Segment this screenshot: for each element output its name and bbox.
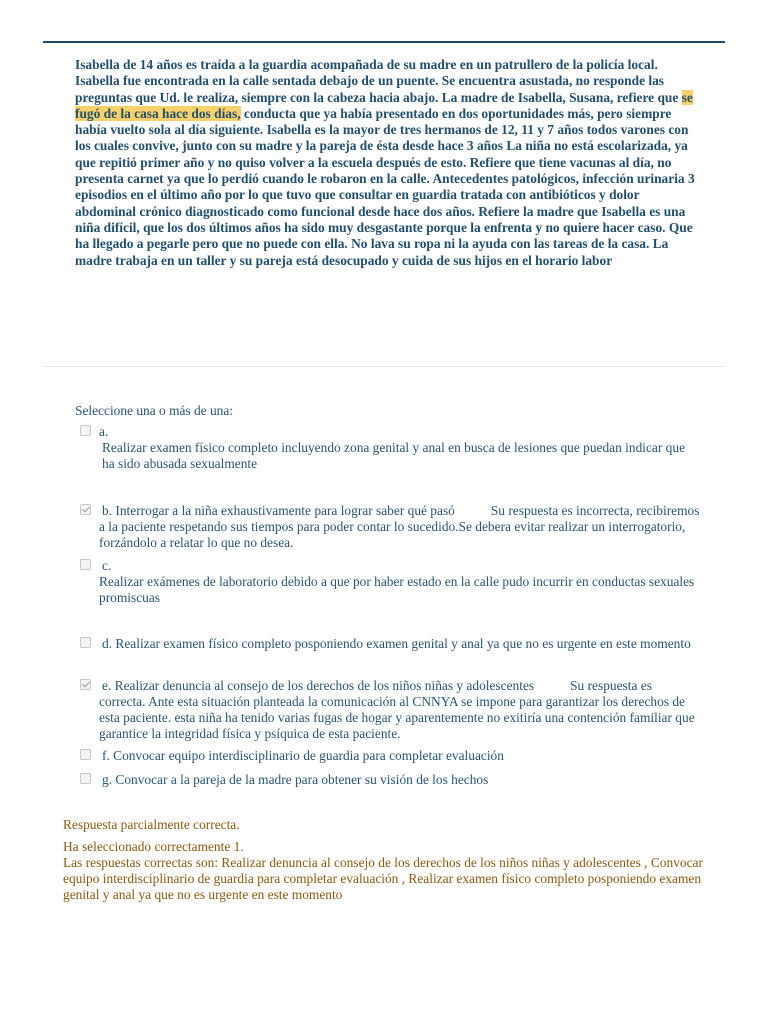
option-feedback: Su respuesta es incorrecta, recibiremos a la paciente respetando sus tiempos para poder contar lo sucedido.Se debera evitar realizar un interrogatorio, forzándolo a relatar lo que no desea. [99, 503, 700, 550]
option-letter: f. [102, 748, 110, 763]
question-text-part2: conducta que ya había presentado en dos oportunidades más, pero siempre había vuelto sola al día siguiente. Isabella es la mayor de tres hermanos de 12, 11 y 7 años todos varones con los cuales convive, junto con su madre y la pareja de ésta desde hace 3 años La niña no está escolarizada, ya que repitió primer año y no quiso volver a la escuela después de esto. Refiere que tiene vacunas al día, no presenta carnet ya que lo perdió cuando le robaron en la calle. Antecedentes patológicos, infección urinaria 3 episodios en el último año por lo que tuvo que consultar en guardia tratada con antibióticos y dolor abdominal crónico diagnosticado como funcional desde hace dos años. Refiere la madre que Isabella es una niña difícil, que los dos últimos años ha sido muy desgastante porque la enfrenta y no quiere hacer caso. Que ha llegado a pegarle pero que no puede con ella. No lava su ropa ni la ayuda con las tareas de la casa. La madre trabaja en un taller y su pareja está desocupado y cuida de sus hijos en el horario labor [75, 105, 695, 268]
option-d[interactable] [80, 636, 700, 652]
option-c-checkbox[interactable] [80, 559, 91, 570]
option-letter: a. [99, 424, 109, 439]
option-letter: e. [102, 678, 112, 693]
option-letter: d. [102, 636, 113, 651]
option-a[interactable] [80, 424, 700, 472]
option-c[interactable] [80, 558, 700, 606]
option-text: Realizar examen físico completo posponiendo examen genital y anal ya que no es urgente en este momento [115, 636, 691, 651]
answer-prompt: Seleccione una o más de una: [75, 403, 234, 418]
option-text: Realizar examen físico completo incluyendo zona genital y anal en busca de lesiones que puedan indicar que ha sido abusada sexualmente [102, 440, 686, 471]
feedback-correct-answers: Las respuestas correctas son: Realizar denuncia al consejo de los derechos de los niños niñas y adolescentes , Convocar equipo interdisciplinario de guardia para completar evaluación , Realizar examen físico completo posponiendo examen genital y anal ya que no es urgente en este momento [63, 855, 703, 902]
option-g-body [99, 772, 700, 788]
option-feedback: Su respuesta es correcta. Ante esta situación planteada la comunicación al CNNYA se impone para garantizar los derechos de esta paciente. esta niña ha tenido varias fugas de hogar y aparentemente no exitiría una contención familiar que garantice la integridad física y psíquica de esta paciente. [99, 678, 695, 741]
option-f-body [99, 748, 700, 764]
option-g-checkbox[interactable] [80, 773, 91, 784]
option-f[interactable] [80, 748, 700, 764]
option-a-checkbox[interactable] [80, 425, 91, 436]
option-text: Realizar denuncia al consejo de los derechos de los niños niñas y adolescentes [114, 678, 535, 693]
option-text: Interrogar a la niña exhaustivamente para lograr saber qué pasó [115, 503, 455, 518]
option-e-body [99, 678, 700, 742]
option-e[interactable] [80, 678, 700, 742]
option-d-checkbox[interactable] [80, 637, 91, 648]
option-b[interactable] [80, 503, 700, 551]
option-letter: b. [102, 503, 113, 518]
option-e-checkbox[interactable] [80, 679, 91, 690]
option-d-body [99, 636, 700, 652]
highlighted-text: se fugó de la casa hace dos días, [75, 89, 693, 121]
question-divider [43, 366, 725, 367]
option-letter: g. [102, 772, 113, 787]
option-f-checkbox[interactable] [80, 749, 91, 760]
feedback-selected: Ha seleccionado correctamente 1. [63, 839, 244, 854]
question-text-part1: Isabella de 14 años es traída a la guardia acompañada de su madre en un patrullero de la policía local. Isabella fue encontrada en la calle sentada debajo de un puente. Se encuentra asustada, no responde las preguntas que Ud. le realiza, siempre con la cabeza hacia abajo. La madre de Isabella, Susana, refiere que [75, 57, 682, 105]
option-text: Realizar exámenes de laboratorio debido a que por haber estado en la calle pudo incurrir en conductas sexuales promiscuas [99, 574, 695, 605]
option-b-checkbox[interactable] [80, 504, 91, 515]
feedback-status: Respuesta parcialmente correcta. [63, 817, 240, 832]
option-text: Convocar equipo interdisciplinario de guardia para completar evaluación [113, 748, 504, 763]
top-divider [43, 41, 725, 43]
option-letter: c. [102, 558, 112, 573]
option-b-body [99, 503, 700, 551]
option-g[interactable] [80, 772, 700, 788]
question-text [75, 57, 695, 269]
option-text: Convocar a la pareja de la madre para obtener su visión de los hechos [115, 772, 489, 787]
